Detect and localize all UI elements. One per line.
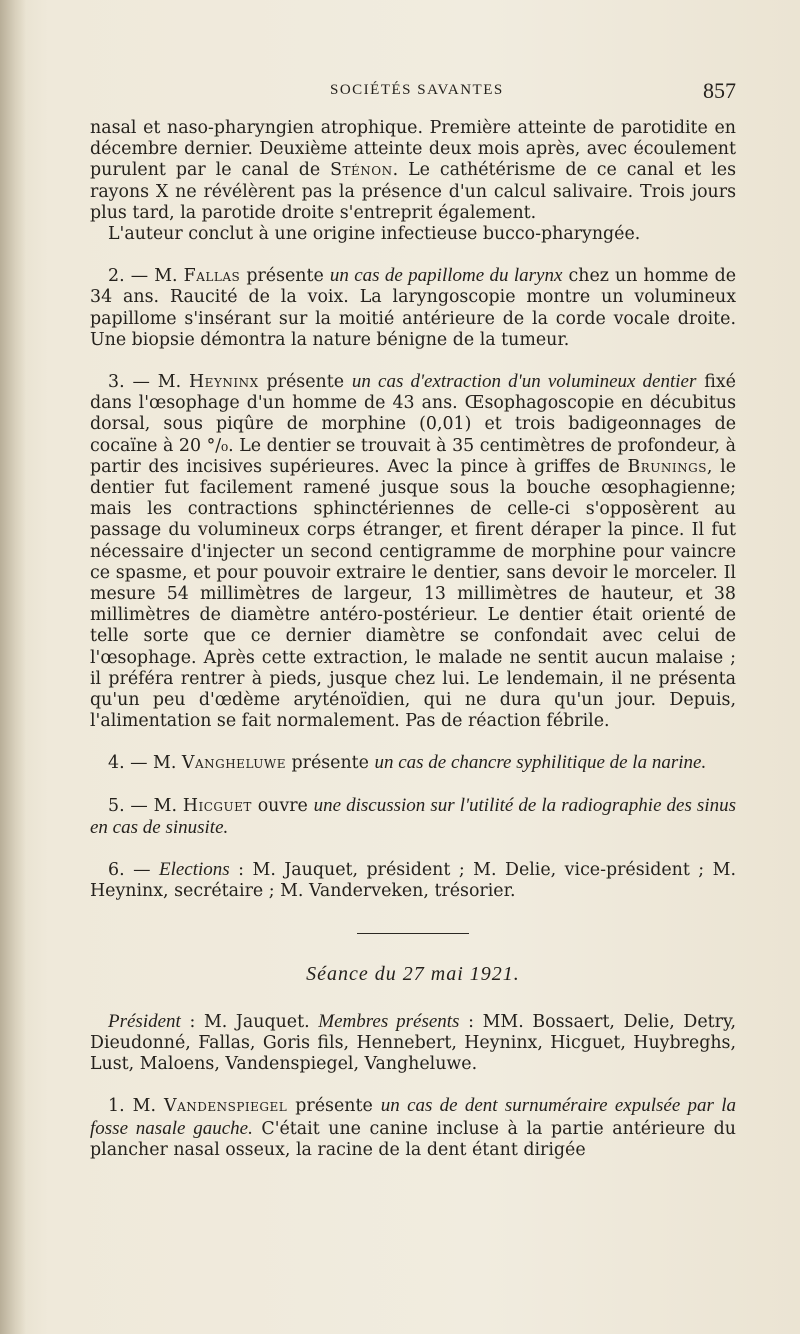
- text: C'était une canine incluse à la partie antérieure du plancher nasal osseux, la racine de la dent étant dirigée: [90, 1118, 736, 1160]
- text: présente: [240, 266, 330, 287]
- text: présente: [258, 372, 352, 393]
- text: , le dentier fut facilement ramené jusque sous la bouche œsophagienne; mais les contractions sphinctériennes de celle-ci s'opposèrent au passage du volumineux corps étranger, et firent déraper la pince. Il fut nécessaire d'injecter un second centigramme de morphine pour vaincre ce spasme, et pour pouvoir extraire le dentier, sans devoir le morceler. Il mesure 54 millimètres de largeur, 13 millimètres de hauteur, et 38 millimètres de diamètre antéro-postérieur. Le dentier était orienté de telle sorte que ce dernier diamètre se confondait avec celui de l'œsophage. Après cette extraction, le malade ne sentit aucun malaise ; il préféra rentrer à pieds, jusque chez lui. Le lendemain, il ne présenta qu'un peu d'œdème aryténoïdien, qui ne dura qu'un jour. Depuis, l'alimentation se fait normalement. Pas de réaction fébrile.: [90, 456, 736, 732]
- section-divider: [357, 933, 469, 934]
- members-paragraph: [90, 1011, 736, 1076]
- page-number: 857: [703, 78, 736, 103]
- page-header: [90, 78, 740, 108]
- session-title: Séance du 27 mai 1921.: [306, 962, 520, 985]
- text: nasal et naso-pharyngien atrophique. Première atteinte de parotidite en décembre dernier. Deuxième atteinte deux mois après, avec écoulement purulent par le canal de: [90, 118, 736, 181]
- item-2: [90, 265, 736, 351]
- person-name: Vandenspiegel: [164, 1096, 288, 1117]
- text: présente: [287, 1096, 381, 1117]
- paragraph-conclusion: L'auteur conclut à une origine infectieuse bucco-pharyngée.: [108, 224, 641, 245]
- item-number: 5. — M.: [108, 795, 183, 816]
- person-name: Heyninx: [189, 372, 259, 393]
- text: : M. Jauquet.: [180, 1011, 319, 1032]
- text: fixé dans l'œsophage d'un homme de 43 ans. Œsophagoscopie en décubitus dorsal, sous piqûre de morphine (0,01) et trois badigeonnages de cocaïne à 20 °/₀. Le dentier se trouvait à 35 centimètres de profondeur, à partir des incisives supérieures. Avec la pince à griffes de: [90, 372, 736, 477]
- binding-shadow: [0, 0, 26, 1334]
- case-title: une discussion sur l'utilité de la radiographie des sinus en cas de sinusite.: [90, 794, 737, 838]
- text: : M. Jauquet, président ; M. Delie, vice-président ; M. Heyninx, secrétaire ; M. Vanderveken, trésorier.: [90, 860, 736, 902]
- case-title: un cas de papillome du larynx: [329, 265, 563, 287]
- president-label: Président: [108, 1010, 181, 1032]
- case-title: un cas de chancre syphilitique de la narine.: [374, 752, 707, 774]
- person-name: Brunings: [627, 456, 707, 477]
- case-title: un cas de dent surnuméraire expulsée par la fosse nasale gauche.: [90, 1095, 736, 1139]
- item-number: 6. —: [108, 860, 159, 881]
- item-5: [90, 795, 736, 839]
- item-6: [90, 859, 736, 902]
- person-name: Vangheluwe: [181, 753, 286, 774]
- text: présente: [285, 753, 375, 774]
- text: . Le cathétérisme de ce canal et les rayons X ne révélèrent pas la présence d'un calcul salivaire. Trois jours plus tard, la parotide droite s'entreprit également.: [90, 160, 736, 223]
- running-head: SOCIÉTÉS SAVANTES: [330, 82, 504, 98]
- item-number: 3. — M.: [108, 372, 190, 393]
- person-name: Fallas: [183, 266, 241, 287]
- item-4: [90, 752, 736, 774]
- person-name: Hicguet: [182, 795, 252, 816]
- item-number: 4. — M.: [108, 753, 182, 774]
- item-1-second-session: [90, 1095, 736, 1161]
- members-label: Membres présents: [318, 1010, 460, 1032]
- text: chez un homme de 34 ans. Raucité de la voix. La laryngoscopie montre un volumineux papillome s'insérant sur la moitié antérieure de la corde vocale droite. Une biopsie démontra la nature bénigne de la tumeur.: [90, 266, 737, 350]
- text: : MM. Bossaert, Delie, Detry, Dieudonné, Fallas, Goris fils, Hennebert, Heyninx, Hicguet, Huybreghs, Lust, Maloens, Vandenspiegel, Vangheluwe.: [90, 1011, 736, 1075]
- page-body: [90, 118, 736, 1161]
- paragraph-parotid: [90, 118, 736, 224]
- item-number: 1. M.: [108, 1096, 165, 1117]
- item-3: [90, 371, 736, 732]
- case-title: un cas d'extraction d'un volumineux dentier: [351, 371, 697, 393]
- elections-label: Elections: [158, 859, 230, 881]
- text: ouvre: [251, 795, 314, 816]
- item-number: 2. — M.: [108, 266, 184, 287]
- person-name: Sténon: [330, 160, 393, 181]
